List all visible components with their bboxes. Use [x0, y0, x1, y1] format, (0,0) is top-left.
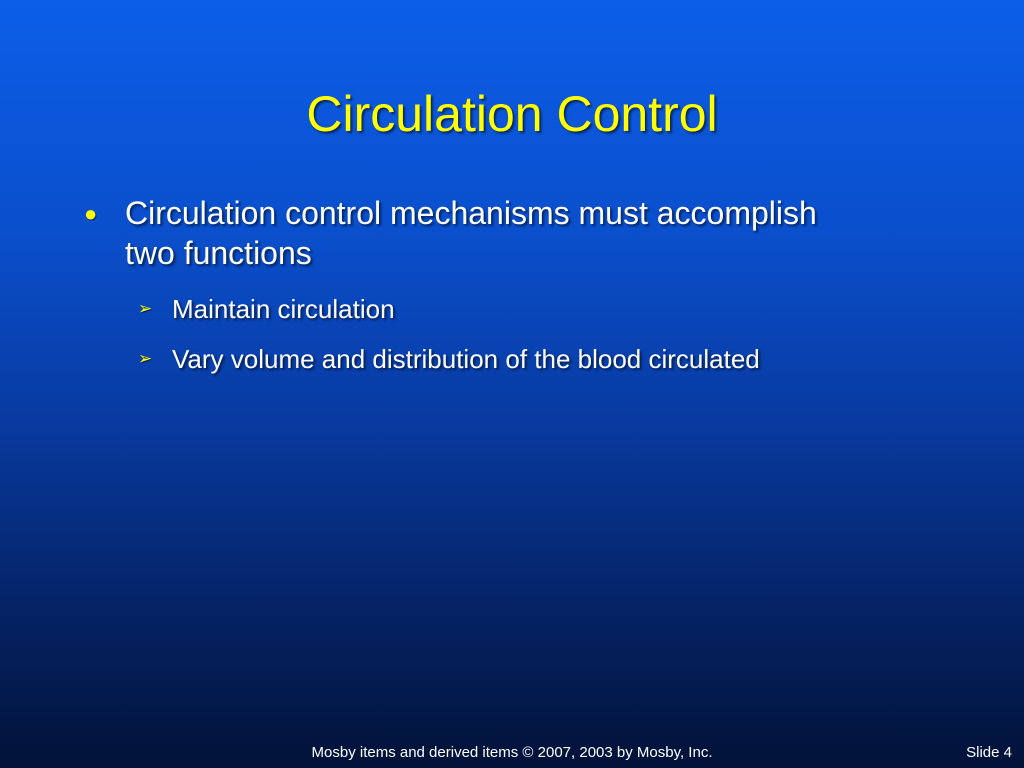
slide-number: Slide 4 [966, 744, 1012, 761]
sub-bullet-text: Vary volume and distribution of the blood circulated [172, 344, 760, 374]
sub-bullet-item [138, 293, 858, 325]
arrow-bullet-icon: ➢ [138, 299, 153, 318]
bullet-text: Circulation control mechanisms must accomplish two functions [125, 195, 817, 271]
sub-bullet-text: Maintain circulation [172, 294, 395, 324]
sub-bullet-item [138, 343, 858, 375]
footer-copyright: Mosby items and derived items © 2007, 2003 by Mosby, Inc. [311, 744, 713, 761]
slide-title: Circulation Control [306, 86, 718, 142]
slide-footer [0, 742, 1024, 764]
bullet-item [84, 193, 874, 273]
arrow-bullet-icon: ➢ [138, 349, 153, 368]
bullet-dot-icon: ● [84, 201, 98, 226]
